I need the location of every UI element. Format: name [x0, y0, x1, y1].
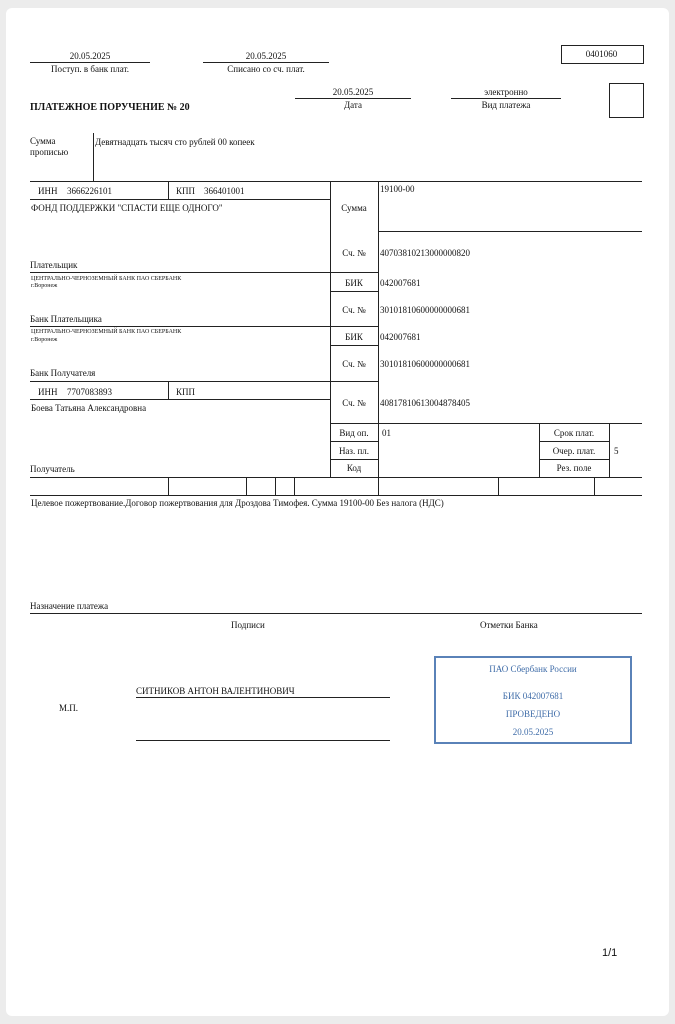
divider	[30, 326, 378, 327]
divider	[609, 423, 610, 477]
recipient-bank-label: Банк Получателя	[30, 368, 96, 378]
page-number: 1/1	[602, 947, 618, 959]
amount-words-label: Сумма	[30, 136, 56, 146]
divider	[330, 423, 642, 424]
op-type-label: Вид оп.	[339, 428, 369, 438]
payer-bank-corr: 30101810600000000681	[380, 305, 470, 315]
account-label: Сч. №	[342, 305, 366, 315]
due-label: Срок плат.	[553, 428, 595, 438]
divider	[275, 477, 276, 495]
debited-date: 20.05.2025	[245, 51, 287, 61]
divider	[168, 381, 169, 399]
divider	[330, 291, 378, 292]
divider	[30, 199, 330, 200]
payment-type: электронно	[484, 87, 528, 97]
signature-line	[136, 697, 390, 698]
account-label: Сч. №	[342, 359, 366, 369]
divider	[30, 181, 642, 182]
stamp-status: ПРОВЕДЕНО	[505, 709, 561, 719]
recipient-account: 40817810613004878405	[380, 398, 470, 408]
divider	[30, 399, 330, 400]
recipient-inn-label: ИНН	[38, 387, 58, 397]
document-page	[6, 8, 669, 1016]
reserve-label: Рез. поле	[556, 463, 592, 473]
account-label: Сч. №	[342, 398, 366, 408]
recipient-bank-corr: 30101810600000000681	[380, 359, 470, 369]
bank-stamp	[434, 656, 632, 744]
op-type: 01	[382, 428, 391, 438]
recipient-label: Получатель	[30, 464, 75, 474]
divider	[330, 441, 378, 442]
divider	[30, 381, 378, 382]
signer-name: СИТНИКОВ АНТОН ВАЛЕНТИНОВИЧ	[136, 686, 295, 696]
divider	[451, 98, 561, 99]
payer-bank-label: Банк Плательщика	[30, 314, 102, 324]
stamp-bik: БИК 042007681	[502, 691, 564, 701]
signature-line	[136, 740, 390, 741]
divider	[30, 272, 378, 273]
purpose-code-label: Наз. пл.	[338, 446, 370, 456]
payer-label: Плательщик	[30, 260, 78, 270]
recipient-inn: 7707083893	[67, 387, 112, 397]
payer-name: ФОНД ПОДДЕРЖКИ "СПАСТИ ЕЩЕ ОДНОГО"	[31, 203, 223, 213]
divider	[539, 441, 609, 442]
recipient-bank-bik: 042007681	[380, 332, 421, 342]
stamp-date: 20.05.2025	[512, 727, 554, 737]
received-label: Поступ. в банк плат.	[51, 64, 129, 74]
payer-inn-label: ИНН	[38, 186, 58, 196]
divider	[93, 133, 94, 181]
bik-label: БИК	[345, 278, 363, 288]
divider	[330, 459, 378, 460]
amount-words-label-2: прописью	[30, 147, 69, 157]
payer-kpp: 366401001	[204, 186, 245, 196]
order-value: 5	[614, 446, 619, 456]
divider	[30, 62, 150, 63]
payer-bank-city: г.Воронеж	[31, 283, 58, 289]
divider	[330, 345, 378, 346]
divider	[295, 98, 411, 99]
amount-words: Девятнадцать тысяч сто рублей 00 копеек	[95, 137, 255, 147]
recipient-kpp-label: КПП	[176, 387, 196, 397]
debited-label: Списано со сч. плат.	[227, 64, 305, 74]
bik-label: БИК	[345, 332, 363, 342]
divider	[246, 477, 247, 495]
recipient-bank-name: ЦЕНТРАЛЬНО-ЧЕРНОЗЕМНЫЙ БАНК ПАО СБЕРБАНК	[31, 329, 182, 335]
divider	[378, 477, 379, 495]
divider	[30, 477, 642, 478]
doc-date: 20.05.2025	[332, 87, 374, 97]
divider	[378, 181, 379, 477]
mp-label: М.П.	[59, 703, 79, 713]
divider	[168, 181, 169, 199]
payer-inn: 3666226101	[67, 186, 112, 196]
received-date: 20.05.2025	[69, 51, 111, 61]
divider	[30, 495, 642, 496]
recipient-name: Боева Татьяна Александровна	[31, 403, 147, 413]
signatures-label: Подписи	[231, 620, 265, 630]
page-title: ПЛАТЕЖНОЕ ПОРУЧЕНИЕ № 20	[30, 102, 190, 113]
sum-label: Сумма	[341, 203, 367, 213]
divider	[539, 459, 609, 460]
stamp-bank: ПАО Сбербанк России	[489, 664, 577, 674]
payer-kpp-label: КПП	[176, 186, 196, 196]
payer-account: 40703810213000000820	[380, 248, 470, 258]
divider	[203, 62, 329, 63]
account-label: Сч. №	[342, 248, 366, 258]
order-label: Очер. плат.	[552, 446, 596, 456]
payer-bank-bik: 042007681	[380, 278, 421, 288]
purpose-text: Целевое пожертвование.Договор пожертвования для Дроздова Тимофея. Сумма 19100-00 Без налога (НДС)	[31, 498, 444, 508]
divider	[294, 477, 295, 495]
form-code: 0401060	[585, 49, 618, 59]
payment-type-label: Вид платежа	[481, 100, 531, 110]
empty-box	[609, 83, 644, 118]
doc-date-label: Дата	[344, 100, 362, 110]
bank-marks-label: Отметки Банка	[480, 620, 538, 630]
divider	[594, 477, 595, 495]
purpose-label: Назначение платежа	[30, 601, 109, 611]
recipient-bank-city: г.Воронеж	[31, 337, 58, 343]
code-label: Код	[346, 463, 362, 473]
divider	[30, 613, 642, 614]
payer-bank-name: ЦЕНТРАЛЬНО-ЧЕРНОЗЕМНЫЙ БАНК ПАО СБЕРБАНК	[31, 276, 182, 282]
divider	[378, 231, 642, 232]
sum-value: 19100-00	[380, 184, 415, 194]
divider	[168, 477, 169, 495]
divider	[498, 477, 499, 495]
